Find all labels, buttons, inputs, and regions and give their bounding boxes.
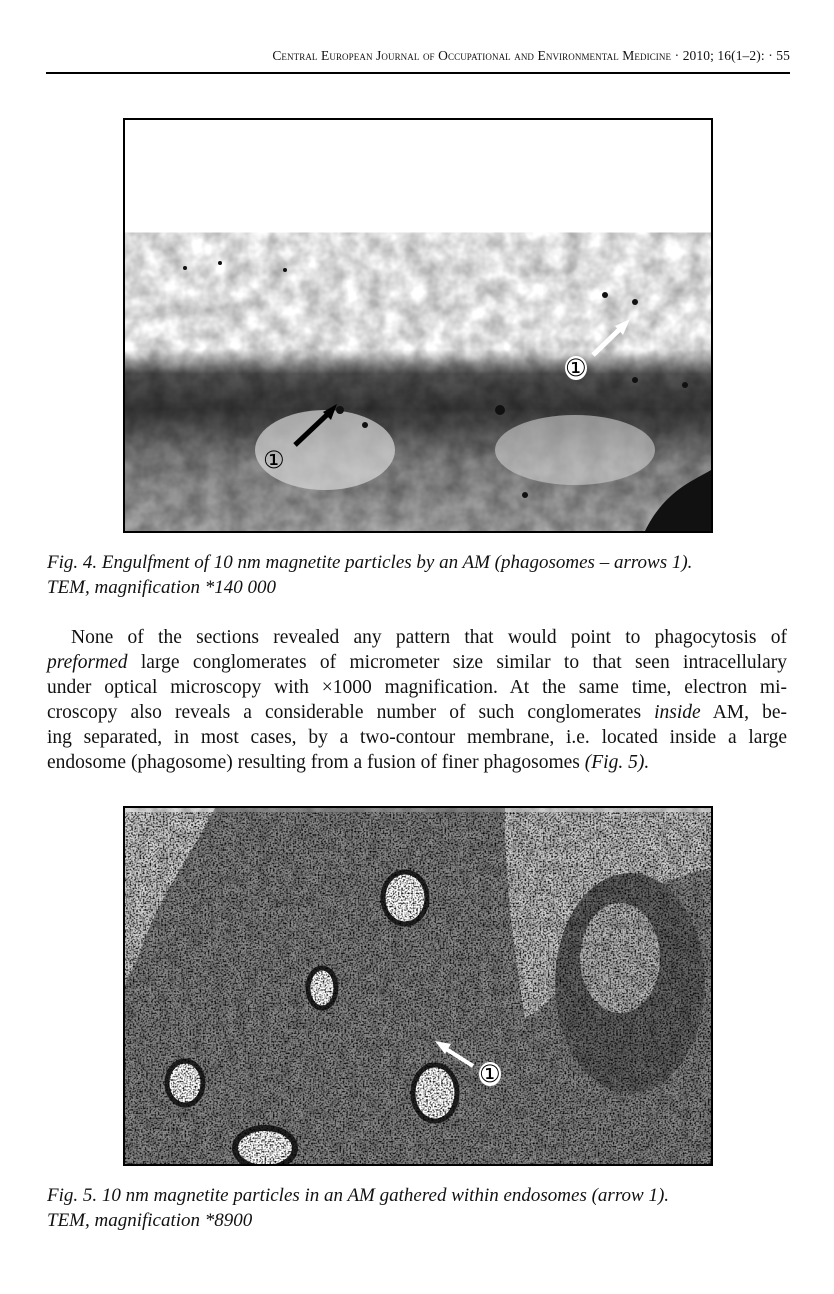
figure-5-micrograph (123, 806, 713, 1166)
caption-line: TEM, magnification *140 000 (47, 577, 277, 598)
paragraph-line: endosome (phagosome) resulting from a fusion of finer phagosomes (Fig. 5). (47, 752, 650, 773)
figure-5-caption (47, 1183, 787, 1233)
figure-4-micrograph (123, 118, 713, 533)
figure-4-caption (47, 550, 787, 600)
year-volume: 2010; 16(1–2): (682, 48, 765, 63)
running-header (46, 48, 790, 64)
emphasis: inside (654, 702, 701, 723)
header-separator: · (768, 48, 773, 63)
paragraph-line: under optical microscopy with ×1000 magnification. At the same time, electron mi- (47, 677, 787, 698)
paragraph-line: croscopy also reveals a considerable number of such conglomerates inside AM, be- (47, 702, 787, 723)
tem-image-engulfment (125, 120, 711, 531)
marker-label: ① (263, 446, 285, 474)
caption-line: Fig. 5. 10 nm magnetite particles in an AM gathered within endosomes (arrow 1). (47, 1185, 670, 1206)
header-rule (46, 72, 790, 74)
body-paragraph (47, 625, 787, 775)
page-number: 55 (776, 48, 790, 63)
header-separator: · (674, 48, 680, 63)
emphasis: preformed (47, 652, 128, 673)
figure-reference: (Fig. 5). (584, 752, 650, 773)
paragraph-line: preformed large conglomerates of micrometer size similar to that seen intracellulary (47, 652, 787, 673)
marker-label: ① (479, 1060, 501, 1088)
marker-label: ① (565, 354, 587, 382)
tem-image-endosomes (125, 808, 711, 1164)
paragraph-line: None of the sections revealed any pattern that would point to phagocytosis of (71, 627, 787, 648)
caption-line: Fig. 4. Engulfment of 10 nm magnetite particles by an AM (phagosomes – arrows 1). (47, 552, 693, 573)
caption-line: TEM, magnification *8900 (47, 1210, 253, 1231)
journal-title: Central European Journal of Occupational and Environmental Medicine (272, 48, 672, 63)
paragraph-line: ing separated, in most cases, by a two-contour membrane, i.e. located inside a large (47, 727, 787, 748)
